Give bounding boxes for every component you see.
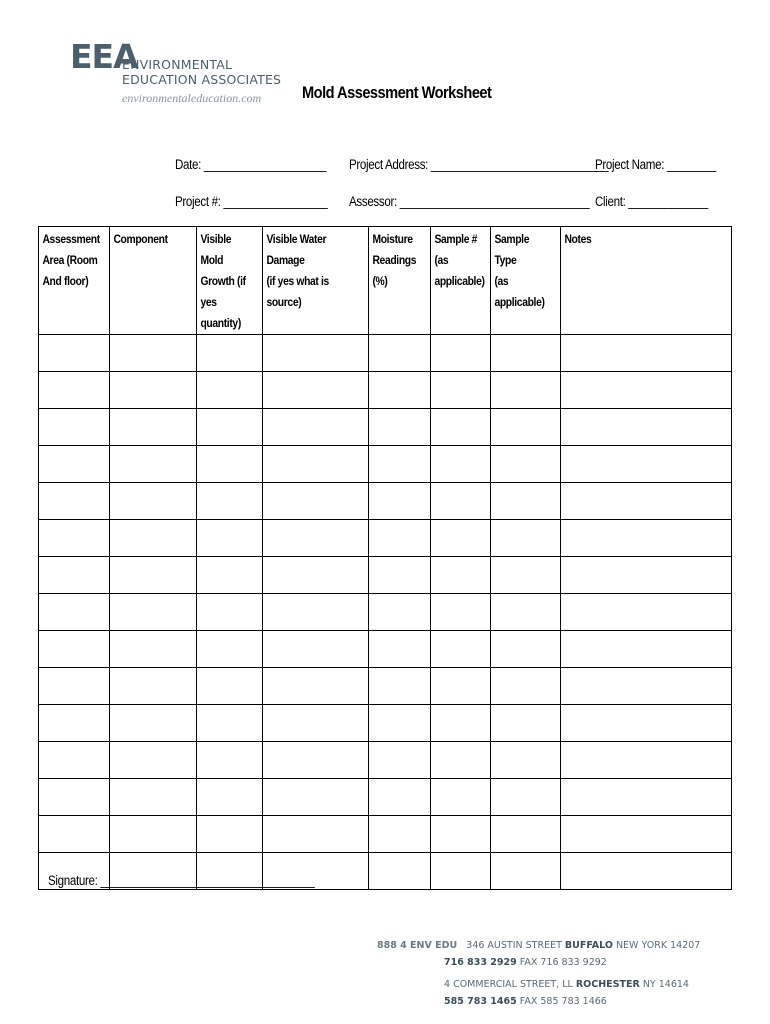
table-cell[interactable] <box>369 409 431 446</box>
table-cell[interactable] <box>110 372 197 409</box>
table-cell[interactable] <box>561 816 732 853</box>
table-row <box>39 816 732 853</box>
table-cell[interactable] <box>431 742 491 779</box>
table-row <box>39 742 732 779</box>
header-assessment-area: Assessment Area (Room And floor) <box>39 227 110 335</box>
table-cell[interactable] <box>561 742 732 779</box>
table-cell[interactable] <box>197 816 263 853</box>
table-cell[interactable] <box>431 483 491 520</box>
table-cell[interactable] <box>39 557 110 594</box>
table-header-row <box>39 227 732 335</box>
assessment-table <box>38 226 732 890</box>
table-cell[interactable] <box>263 705 369 742</box>
table-cell[interactable] <box>561 557 732 594</box>
table-cell[interactable] <box>561 594 732 631</box>
table-cell[interactable] <box>431 594 491 631</box>
footer-city-2: ROCHESTER <box>575 979 640 990</box>
table-cell[interactable] <box>369 631 431 668</box>
footer-city-1: BUFFALO <box>564 940 613 951</box>
table-cell[interactable] <box>110 742 197 779</box>
footer-address-1: 346 AUSTIN STREET <box>466 940 562 951</box>
table-cell[interactable] <box>491 483 561 520</box>
table-cell[interactable] <box>110 335 197 372</box>
table-cell[interactable] <box>263 816 369 853</box>
header-visible-mold: Visible Mold Growth (if yes quantity) <box>197 227 263 335</box>
table-cell[interactable] <box>491 631 561 668</box>
table-cell[interactable] <box>431 668 491 705</box>
company-logo <box>70 37 282 110</box>
table-cell[interactable] <box>197 594 263 631</box>
table-cell[interactable] <box>110 446 197 483</box>
table-cell[interactable] <box>197 409 263 446</box>
table-cell[interactable] <box>39 335 110 372</box>
table-cell[interactable] <box>369 668 431 705</box>
table-cell[interactable] <box>197 446 263 483</box>
table-cell[interactable] <box>39 705 110 742</box>
table-cell[interactable] <box>561 446 732 483</box>
header-sample-number: Sample # (as applicable) <box>431 227 491 335</box>
table-row <box>39 631 732 668</box>
table-cell[interactable] <box>110 409 197 446</box>
table-cell[interactable] <box>369 594 431 631</box>
table-cell[interactable] <box>263 520 369 557</box>
table-row <box>39 557 732 594</box>
table-cell[interactable] <box>431 816 491 853</box>
table-cell[interactable] <box>263 557 369 594</box>
table-cell[interactable] <box>197 372 263 409</box>
table-cell[interactable] <box>263 335 369 372</box>
table-cell[interactable] <box>369 520 431 557</box>
table-cell[interactable] <box>431 335 491 372</box>
table-row <box>39 335 732 372</box>
table-cell[interactable] <box>431 705 491 742</box>
table-cell[interactable] <box>491 557 561 594</box>
table-cell[interactable] <box>491 779 561 816</box>
table-cell[interactable] <box>197 335 263 372</box>
logo-line-1: ENVIRONMENTAL <box>122 57 233 72</box>
footer-brand: 888 4 ENV EDU <box>377 940 458 951</box>
table-row <box>39 668 732 705</box>
table-cell[interactable] <box>369 446 431 483</box>
project-address-field[interactable]: Project Address: _____________________________ <box>349 157 609 172</box>
table-cell[interactable] <box>561 779 732 816</box>
table-cell[interactable] <box>39 816 110 853</box>
table-cell[interactable] <box>110 483 197 520</box>
table-cell[interactable] <box>431 446 491 483</box>
table-cell[interactable] <box>561 668 732 705</box>
table-cell[interactable] <box>431 520 491 557</box>
table-cell[interactable] <box>110 594 197 631</box>
table-cell[interactable] <box>491 594 561 631</box>
header-water-damage: Visible Water Damage (if yes what is source) <box>263 227 369 335</box>
table-cell[interactable] <box>263 668 369 705</box>
table-cell[interactable] <box>431 853 491 890</box>
date-field[interactable]: Date: ____________________ <box>175 157 327 172</box>
table-cell[interactable] <box>39 520 110 557</box>
table-cell[interactable] <box>369 483 431 520</box>
table-cell[interactable] <box>561 483 732 520</box>
table-cell[interactable] <box>491 668 561 705</box>
table-cell[interactable] <box>369 372 431 409</box>
table-cell[interactable] <box>491 742 561 779</box>
table-cell[interactable] <box>39 631 110 668</box>
table-cell[interactable] <box>369 335 431 372</box>
table-cell[interactable] <box>561 520 732 557</box>
project-number-field[interactable]: Project #: _________________ <box>175 194 328 209</box>
table-cell[interactable] <box>197 668 263 705</box>
table-row <box>39 705 732 742</box>
table-cell[interactable] <box>491 335 561 372</box>
table-cell[interactable] <box>491 853 561 890</box>
footer-phone-1: 716 833 2929 <box>444 957 517 968</box>
table-cell[interactable] <box>369 742 431 779</box>
table-cell[interactable] <box>263 594 369 631</box>
table-cell[interactable] <box>39 372 110 409</box>
table-cell[interactable] <box>431 372 491 409</box>
table-cell[interactable] <box>197 483 263 520</box>
table-row <box>39 594 732 631</box>
table-cell[interactable] <box>431 631 491 668</box>
signature-field[interactable]: Signature: ___________________________________ <box>48 873 315 888</box>
table-cell[interactable] <box>561 705 732 742</box>
table-row <box>39 372 732 409</box>
header-notes: Notes <box>561 227 732 335</box>
table-cell[interactable] <box>197 705 263 742</box>
table-cell[interactable] <box>561 335 732 372</box>
table-row <box>39 520 732 557</box>
table-cell[interactable] <box>431 409 491 446</box>
table-cell[interactable] <box>197 779 263 816</box>
header-sample-type: Sample Type (as applicable) <box>491 227 561 335</box>
table-row <box>39 779 732 816</box>
table-cell[interactable] <box>263 779 369 816</box>
table-row <box>39 446 732 483</box>
header-moisture: Moisture Readings (%) <box>369 227 431 335</box>
logo-website: environmentaleducation.com <box>122 91 262 105</box>
footer-phone-2: 585 783 1465 <box>444 996 517 1007</box>
table-cell[interactable] <box>561 409 732 446</box>
table-cell[interactable] <box>263 483 369 520</box>
table-cell[interactable] <box>263 409 369 446</box>
table-cell[interactable] <box>110 779 197 816</box>
table-cell[interactable] <box>39 483 110 520</box>
table-cell[interactable] <box>431 779 491 816</box>
table-cell[interactable] <box>197 742 263 779</box>
project-name-field[interactable]: Project Name: ________ <box>595 157 716 172</box>
assessor-field[interactable]: Assessor: _______________________________ <box>349 194 590 209</box>
table-cell[interactable] <box>39 594 110 631</box>
footer-fax-1: FAX 716 833 9292 <box>519 957 607 968</box>
table-cell[interactable] <box>491 446 561 483</box>
table-cell[interactable] <box>431 557 491 594</box>
table-cell[interactable] <box>197 631 263 668</box>
table-cell[interactable] <box>561 853 732 890</box>
footer-address-2: 4 COMMERCIAL STREET, LL <box>444 979 573 990</box>
table-cell[interactable] <box>39 409 110 446</box>
table-cell[interactable] <box>561 631 732 668</box>
table-row <box>39 483 732 520</box>
table-cell[interactable] <box>110 816 197 853</box>
table-cell[interactable] <box>491 520 561 557</box>
table-cell[interactable] <box>39 668 110 705</box>
table-cell[interactable] <box>491 816 561 853</box>
table-cell[interactable] <box>491 705 561 742</box>
table-cell[interactable] <box>110 668 197 705</box>
client-field[interactable]: Client: _____________ <box>595 194 708 209</box>
table-cell[interactable] <box>491 372 561 409</box>
table-cell[interactable] <box>369 816 431 853</box>
logo-mark: EEA <box>70 37 138 76</box>
table-cell[interactable] <box>561 372 732 409</box>
table-cell[interactable] <box>110 705 197 742</box>
logo-line-2: EDUCATION ASSOCIATES <box>122 72 282 87</box>
page-title: Mold Assessment Worksheet <box>302 83 492 102</box>
table-cell[interactable] <box>197 557 263 594</box>
table-cell[interactable] <box>110 557 197 594</box>
table-cell[interactable] <box>369 779 431 816</box>
table-cell[interactable] <box>263 446 369 483</box>
table-cell[interactable] <box>39 742 110 779</box>
footer-state-1: NEW YORK 14207 <box>615 940 701 951</box>
table-cell[interactable] <box>110 631 197 668</box>
table-cell[interactable] <box>110 520 197 557</box>
table-row <box>39 409 732 446</box>
table-cell[interactable] <box>369 705 431 742</box>
table-cell[interactable] <box>197 520 263 557</box>
table-cell[interactable] <box>491 409 561 446</box>
table-cell[interactable] <box>39 779 110 816</box>
table-cell[interactable] <box>263 372 369 409</box>
header-component: Component <box>110 227 197 335</box>
footer-state-2: NY 14614 <box>642 979 689 990</box>
table-cell[interactable] <box>263 631 369 668</box>
table-cell[interactable] <box>39 446 110 483</box>
table-cell[interactable] <box>263 742 369 779</box>
footer-fax-2: FAX 585 783 1466 <box>519 996 607 1007</box>
table-cell[interactable] <box>369 557 431 594</box>
table-cell[interactable] <box>369 853 431 890</box>
